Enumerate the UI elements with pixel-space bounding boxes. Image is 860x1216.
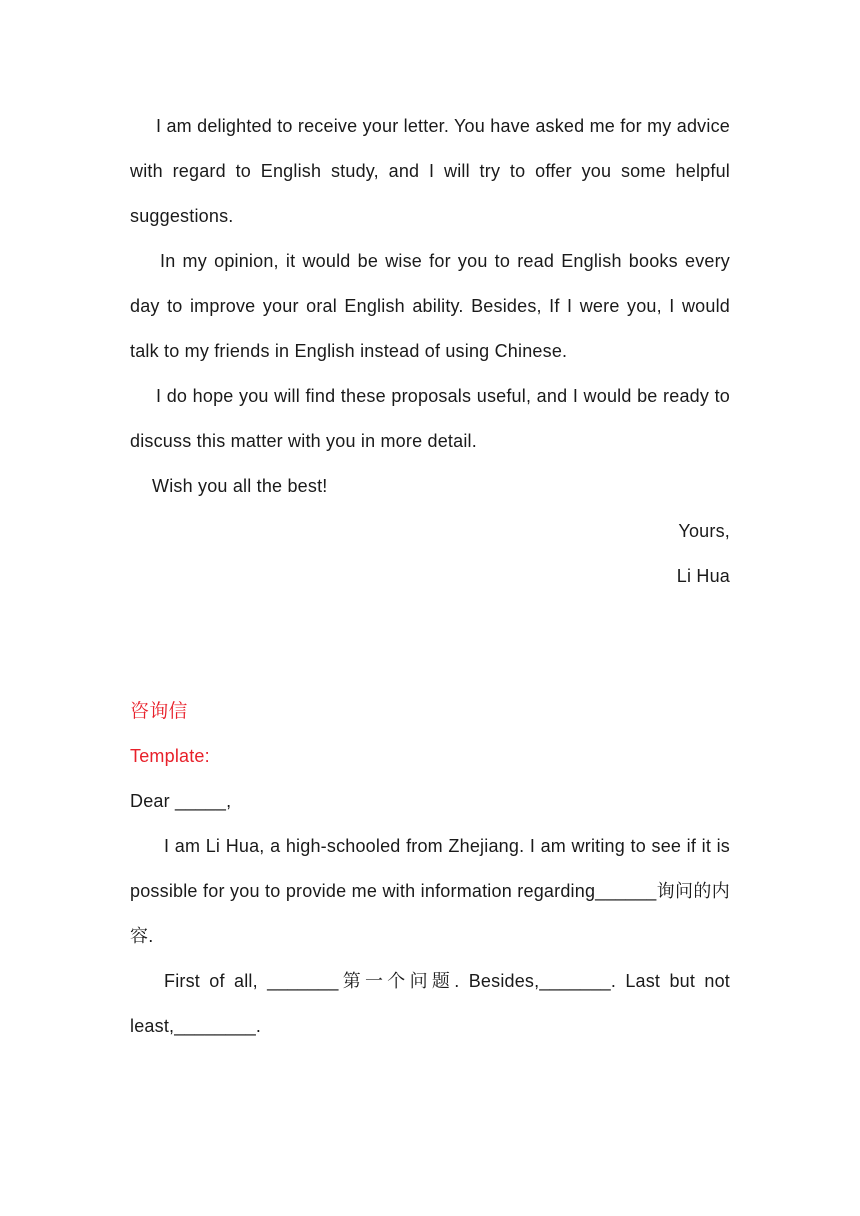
letter-wish: Wish you all the best!: [152, 476, 328, 496]
section-heading: 咨询信: [130, 701, 188, 722]
letter-paragraph-2: In my opinion, it would be wise for you to read English books every day to improve your oral English ability. Besides, If I were you, I would talk to my friends in English instead of using Chinese.: [130, 251, 730, 361]
letter-closing: Yours,: [678, 521, 730, 541]
template-paragraph-1: I am Li Hua, a high-schooled from Zhejiang. I am writing to see if it is possible for you to provide me with information regarding______询问的内容.: [130, 836, 730, 946]
letter-paragraph-3: I do hope you will find these proposals useful, and I would be ready to discuss this matter with you in more detail.: [130, 386, 730, 451]
document-page: [130, 104, 730, 1049]
letter-signature: Li Hua: [676, 566, 730, 586]
template-label: Template:: [130, 746, 210, 766]
letter-paragraph-1: I am delighted to receive your letter. You have asked me for my advice with regard to English study, and I will try to offer you some helpful suggestions.: [130, 116, 730, 226]
section-spacer: [130, 599, 730, 689]
template-paragraph-2: First of all, _______第一个问题. Besides,_______. Last but not least,________.: [130, 971, 730, 1036]
template-salutation: Dear _____,: [130, 791, 232, 811]
